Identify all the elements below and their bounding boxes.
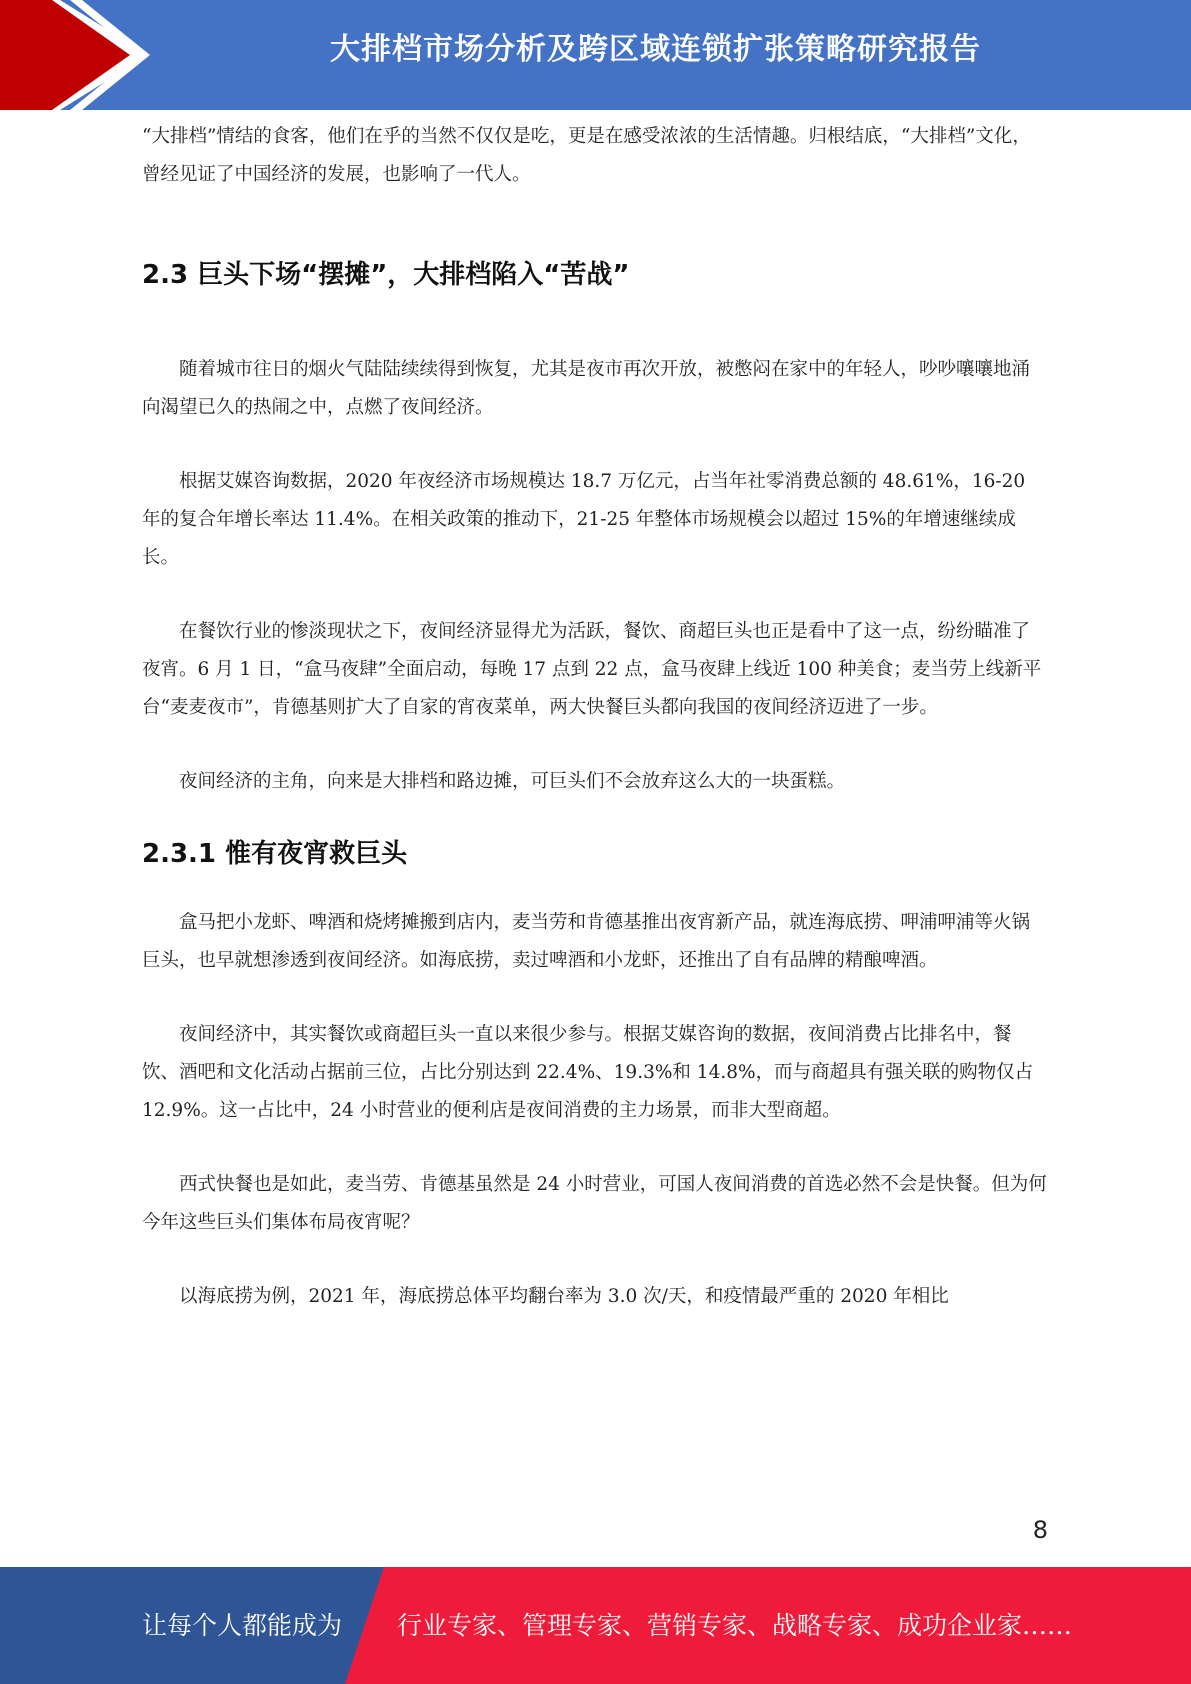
footer-slogan-left: 让每个人都能成为	[142, 1611, 343, 1640]
paragraph: 夜间经济的主角，向来是大排档和路边摊，可巨头们不会放弃这么大的一块蛋糕。	[179, 771, 846, 792]
page-header	[0, 0, 1191, 110]
section-heading-2-3: 2.3 巨头下场“摆摊”，大排档陷入“苦战”	[142, 260, 630, 290]
report-title: 大排档市场分析及跨区域连锁扩张策略研究报告	[330, 32, 981, 67]
paragraph: 随着城市往日的烟火气陆陆续续得到恢复，尤其是夜市再次开放，被憋闷在家中的年轻人，吵吵嚷嚷地涌向渴望已久的热闹之中，点燃了夜间经济。	[142, 359, 1031, 418]
footer-slogan-right: 行业专家、管理专家、营销专家、战略专家、成功企业家……	[397, 1611, 1073, 1640]
paragraph: 盒马把小龙虾、啤酒和烧烤摊搬到店内，麦当劳和肯德基推出夜宵新产品，就连海底捞、呷浦呷浦等火锅巨头，也早就想渗透到夜间经济。如海底捞，卖过啤酒和小龙虾，还推出了自有品牌的精酿啤酒。	[142, 912, 1031, 971]
paragraph: 以海底捞为例，2021 年，海底捞总体平均翻台率为 3.0 次/天，和疫情最严重的 2020 年相比	[179, 1286, 949, 1307]
paragraph: 西式快餐也是如此，麦当劳、肯德基虽然是 24 小时营业，可国人夜间消费的首选必然不会是快餐。但为何今年这些巨头们集体布局夜宵呢？	[142, 1174, 1047, 1233]
document-body	[142, 118, 1047, 1352]
page-number: 8	[1032, 1516, 1048, 1544]
intro-paragraph: “大排档”情结的食客，他们在乎的当然不仅仅是吃，更是在感受浓浓的生活情趣。归根结底，“大排档”文化，曾经见证了中国经济的发展，也影响了一代人。	[142, 126, 1031, 185]
paragraph: 根据艾媒咨询数据，2020 年夜经济市场规模达 18.7 万亿元，占当年社零消费总额的 48.61%，16-20 年的复合年增长率达 11.4%。在相关政策的推动下，21-25 年整体市场规模会以超过 15%的年增速继续成长。	[142, 471, 1026, 568]
section-heading-2-3-1: 2.3.1 惟有夜宵救巨头	[142, 839, 408, 869]
page-footer	[0, 1567, 1191, 1684]
paragraph: 夜间经济中，其实餐饮或商超巨头一直以来很少参与。根据艾媒咨询的数据，夜间消费占比排名中，餐饮、酒吧和文化活动占据前三位，占比分别达到 22.4%、19.3%和 14.8%，而与商超具有强关联的购物仅占 12.9%。这一占比中，24 小时营业的便利店是夜间消费的主力场景，而非大型商超。	[142, 1024, 1034, 1121]
paragraph: 在餐饮行业的惨淡现状之下，夜间经济显得尤为活跃，餐饮、商超巨头也正是看中了这一点，纷纷瞄准了夜宵。6 月 1 日，“盒马夜肆”全面启动，每晚 17 点到 22 点，盒马夜肆上线近 100 种美食；麦当劳上线新平台“麦麦夜市”，肯德基则扩大了自家的宵夜菜单，两大快餐巨头都向我国的夜间经济迈进了一步。	[142, 621, 1042, 718]
